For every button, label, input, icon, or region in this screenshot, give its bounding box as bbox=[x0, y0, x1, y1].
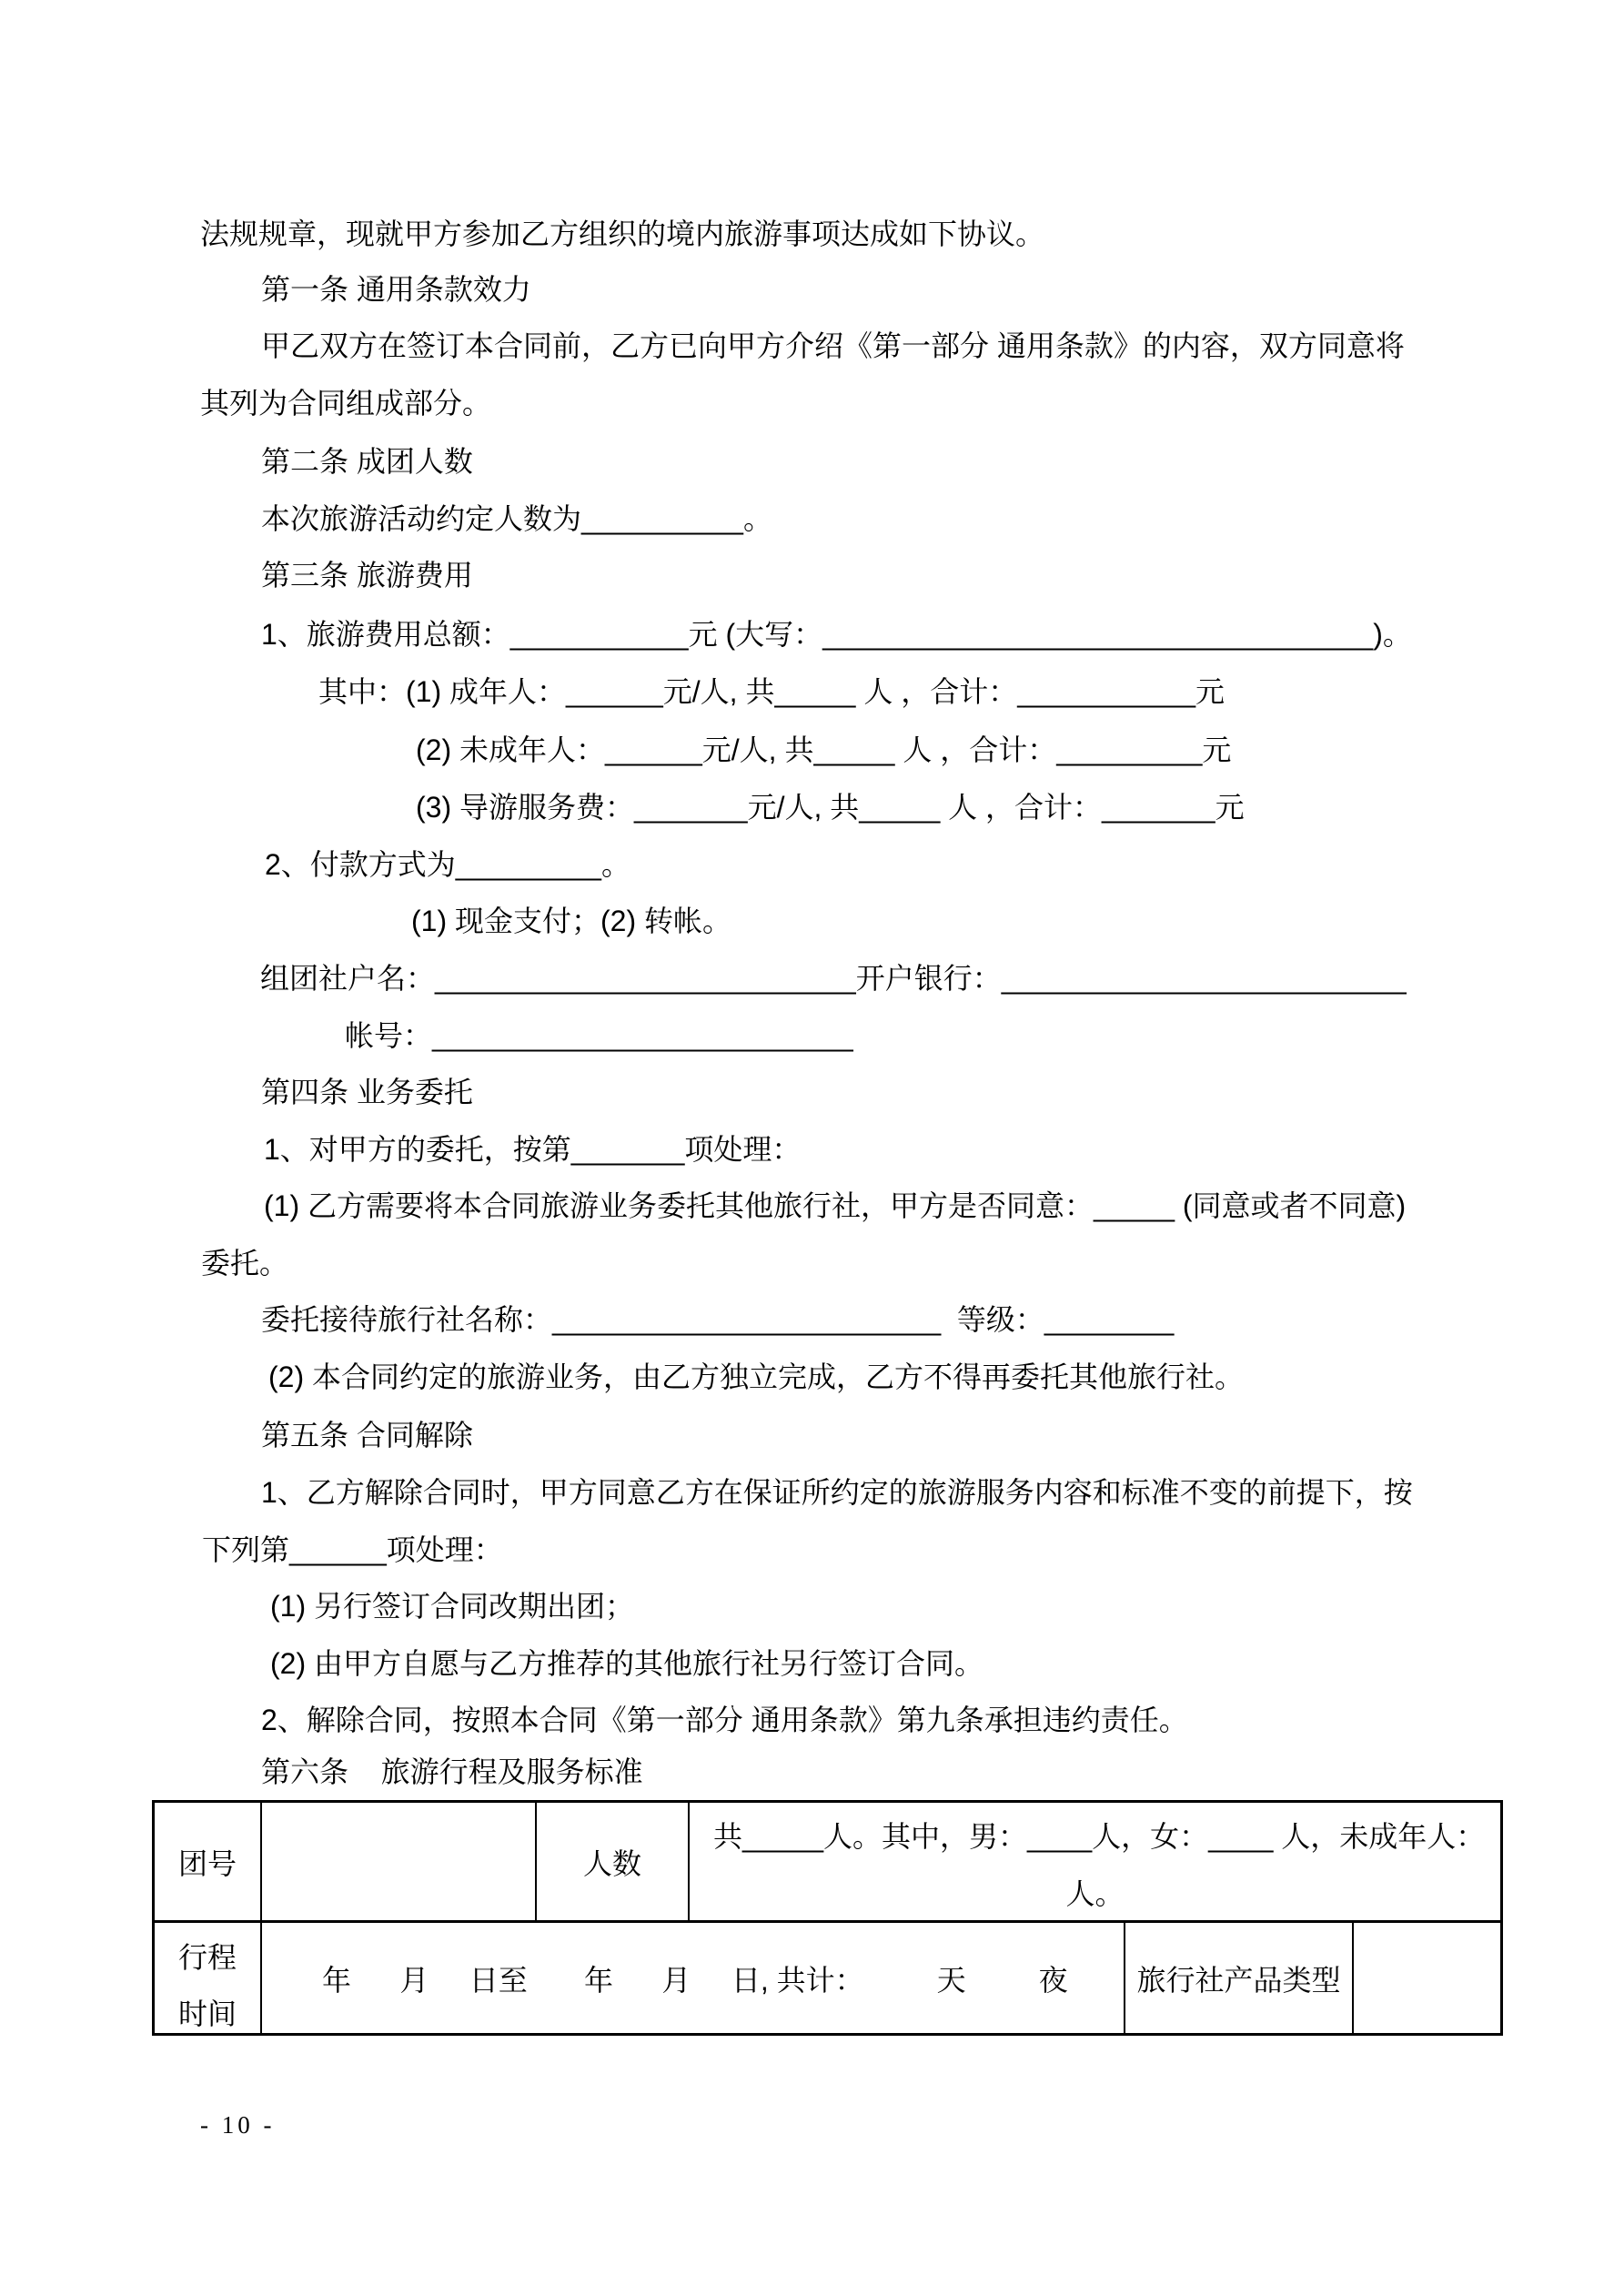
document-line-1: 法规规章，现就甲方参加乙方组织的境内旅游事项达成如下协议。 bbox=[200, 217, 1045, 250]
itinerary-dates-cell bbox=[262, 1923, 1125, 2033]
document-line-9: 其中：(1) 成年人：______元/人, 共_____ 人 ，合计：___________元 bbox=[318, 675, 1225, 708]
document-line-16: 第四条 业务委托 bbox=[261, 1076, 473, 1108]
tour-no-label-cell bbox=[155, 1803, 262, 1920]
document-line-22: 第五条 合同解除 bbox=[261, 1419, 473, 1451]
document-line-24: 下列第______项处理： bbox=[202, 1533, 503, 1566]
document-line-27: 2、解除合同，按照本合同《第一部分 通用条款》第九条承担违约责任。 bbox=[261, 1704, 1188, 1736]
itinerary-table bbox=[152, 1800, 1503, 2036]
document-line-23: 1、乙方解除合同时，甲方同意乙方在保证所约定的旅游服务内容和标准不变的前提下，按 bbox=[261, 1476, 1413, 1509]
headcount-label-cell bbox=[537, 1803, 690, 1920]
document-line-3: 甲乙双方在签订本合同前，乙方已向甲方介绍《第一部分 通用条款》的内容，双方同意将 bbox=[261, 329, 1405, 362]
document-line-17: 1、对甲方的委托，按第_______项处理： bbox=[264, 1133, 802, 1166]
document-line-6: 本次旅游活动约定人数为__________。 bbox=[261, 502, 772, 535]
document-line-7: 第三条 旅游费用 bbox=[261, 559, 473, 592]
table-row-tour-no bbox=[155, 1803, 1500, 1923]
itinerary-time-label-cell bbox=[155, 1923, 262, 2033]
document-line-20: 委托接待旅行社名称：________________________ 等级：________ bbox=[261, 1303, 1175, 1336]
product-type-label: 旅行社产品类型 bbox=[1136, 1963, 1341, 1997]
document-line-15: 帐号：__________________________ bbox=[345, 1019, 853, 1052]
itinerary-dates-text: 年 月 日至 年 月 日, 共计： 天 夜 bbox=[322, 1963, 1068, 1997]
document-line-11: (3) 导游服务费：_______元/人, 共_____ 人 ，合计：_______元 bbox=[416, 791, 1245, 824]
document-line-4: 其列为合同组成部分。 bbox=[200, 387, 492, 420]
product-type-label-cell bbox=[1125, 1923, 1354, 2033]
document-line-18: (1) 乙方需要将本合同旅游业务委托其他旅行社，甲方是否同意：_____ (同意或者不同意) bbox=[264, 1189, 1407, 1222]
document-line-5: 第二条 成团人数 bbox=[261, 445, 473, 478]
document-line-19: 委托。 bbox=[201, 1247, 289, 1279]
tour-no-label: 团号 bbox=[177, 1846, 237, 1880]
headcount-label: 人数 bbox=[582, 1846, 641, 1880]
document-line-25: (1) 另行签订合同改期出团； bbox=[270, 1590, 635, 1623]
document-line-21: (2) 本合同约定的旅游业务，由乙方独立完成，乙方不得再委托其他旅行社。 bbox=[268, 1360, 1245, 1393]
document-line-13: (1) 现金支付；(2) 转帐。 bbox=[411, 905, 732, 937]
page-number: - 10 - bbox=[200, 2111, 276, 2139]
document-line-2: 第一条 通用条款效力 bbox=[261, 273, 531, 306]
headcount-detail-line1: 共_____人。其中，男：____人，女：____ 人，未成年人： bbox=[713, 1819, 1486, 1853]
table-row-itinerary-time bbox=[155, 1923, 1500, 2033]
product-type-value-cell bbox=[1354, 1923, 1500, 2033]
headcount-detail-line2: 人。 bbox=[1065, 1876, 1125, 1910]
tour-no-value-cell bbox=[262, 1803, 537, 1920]
itinerary-time-label: 行程 时间 bbox=[177, 1940, 237, 2030]
document-line-12: 2、付款方式为_________。 bbox=[265, 848, 630, 881]
document-line-14: 组团社户名：__________________________开户银行：_________________________ bbox=[260, 962, 1407, 995]
document-line-26: (2) 由甲方自愿与乙方推荐的其他旅行社另行签订合同。 bbox=[270, 1647, 984, 1680]
document-line-10: (2) 未成年人：______元/人, 共_____ 人 ，合计：_________元 bbox=[416, 733, 1232, 766]
document-line-8: 1、旅游费用总额：___________元 (大写：__________________________________)。 bbox=[261, 618, 1412, 651]
document-line-28: 第六条 旅游行程及服务标准 bbox=[261, 1755, 643, 1788]
headcount-detail-cell bbox=[690, 1803, 1500, 1920]
